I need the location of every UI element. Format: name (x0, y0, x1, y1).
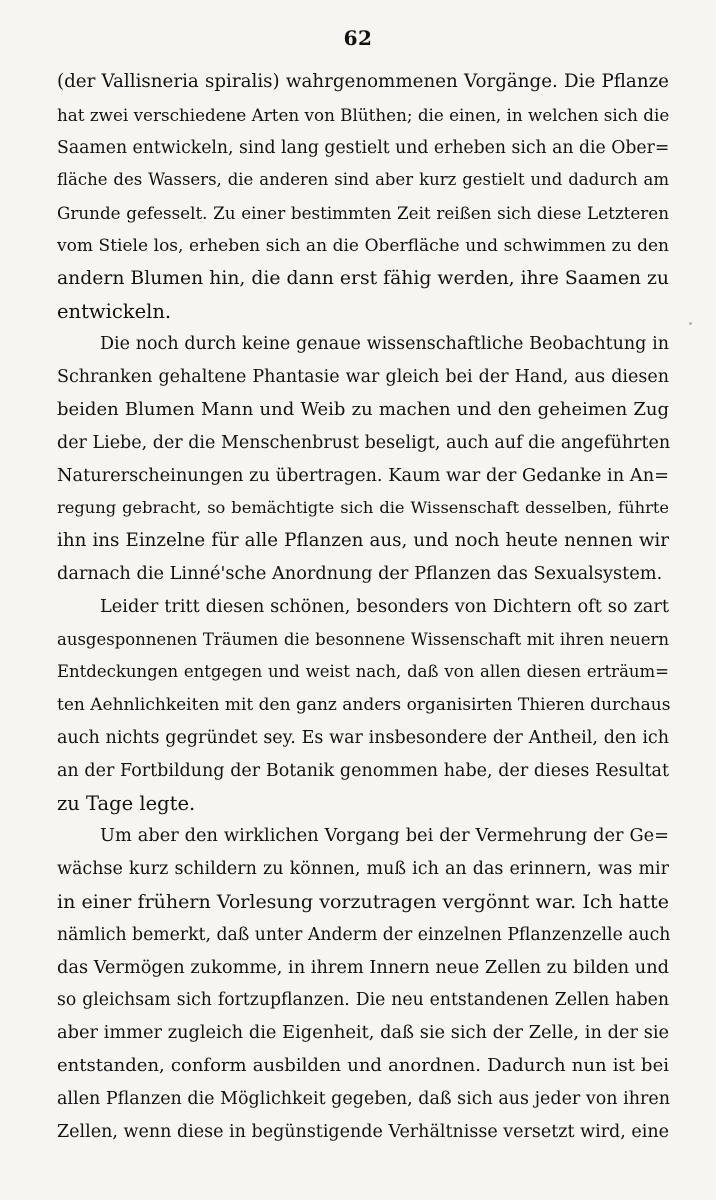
text-line: Um aber den wirklichen Vorgang bei der Vermehrung der Ge= (100, 826, 669, 847)
paragraph-4 (57, 820, 669, 1148)
text-line: Grunde gefesselt. Zu einer bestimmten Zeit reißen sich diese Letzteren (57, 203, 669, 224)
text-line: entstanden, conform ausbilden und anordnen. Dadurch nun ist bei (57, 1054, 669, 1076)
text-line: Leider tritt diesen schönen, besonders von Dichtern oft so zart (100, 596, 669, 617)
text-line: auch nichts gegründet sey. Es war insbesondere der Antheil, den ich (57, 727, 669, 748)
text-line: an der Fortbildung der Botanik genommen habe, der dieses Resultat (57, 760, 669, 781)
text-line: beiden Blumen Mann und Weib zu machen und den geheimen Zug (57, 398, 669, 420)
text-line: allen Pflanzen die Möglichkeit gegeben, daß sich aus jeder von ihren (57, 1088, 670, 1109)
text-line: so gleichsam sich fortzupflanzen. Die neu entstandenen Zellen haben (57, 990, 669, 1011)
page-number: 62 (343, 26, 373, 50)
text-line: Die noch durch keine genaue wissenschaftliche Beobachtung in (100, 334, 669, 355)
body-text (57, 66, 669, 1148)
text-line: ten Aehnlichkeiten mit den ganz anders organisirten Thieren durchaus (57, 695, 671, 716)
text-line: hat zwei verschiedene Arten von Blüthen; die einen, in welchen sich die (57, 104, 670, 125)
text-line: vom Stiele los, erheben sich an die Oberfläche und schwimmen zu den (57, 235, 669, 256)
text-line: darnach die Linné'sche Anordnung der Pflanzen das Sexualsystem. (57, 563, 663, 584)
text-line: wächse kurz schildern zu können, muß ich an das erinnern, was mir (57, 859, 669, 880)
text-line: Zellen, wenn diese in begünstigende Verhältnisse versetzt wird, eine (57, 1121, 669, 1142)
text-line: das Vermögen zukomme, in ihrem Innern neue Zellen zu bilden und (57, 957, 669, 978)
text-line: entwickeln. (57, 299, 172, 323)
text-line: regung gebracht, so bemächtigte sich die Wissenschaft desselben, führte (57, 498, 669, 518)
text-line: andern Blumen hin, die dann erst fähig werden, ihre Saamen zu (57, 267, 669, 289)
text-line: ihn ins Einzelne für alle Pflanzen aus, und noch heute nennen wir (57, 530, 669, 552)
text-line: fläche des Wassers, die anderen sind aber kurz gestielt und dadurch am (57, 170, 669, 190)
text-line: in einer frühern Vorlesung vorzutragen vergönnt war. Ich hatte (57, 890, 669, 913)
text-line: ausgesponnenen Träumen die besonnene Wissenschaft mit ihren neuern (57, 629, 669, 649)
paper-speck (689, 322, 692, 325)
text-line: Naturerscheinungen zu übertragen. Kaum war der Gedanke in An= (57, 465, 669, 486)
text-line: aber immer zugleich die Eigenheit, daß sie sich der Zelle, in der sie (57, 1023, 669, 1044)
text-line: nämlich bemerkt, daß unter Anderm der einzelnen Pflanzenzelle auch (57, 924, 671, 945)
text-line: Schranken gehaltene Phantasie war gleich bei der Hand, aus diesen (57, 367, 669, 388)
text-line: zu Tage legte. (57, 791, 196, 815)
text-line: (der Vallisneria spiralis) wahrgenommenen Vorgänge. Die Pflanze (57, 71, 669, 92)
text-line: Saamen entwickeln, sind lang gestielt und erheben sich an die Ober= (57, 137, 670, 158)
paragraph-3 (57, 591, 669, 821)
paragraph-2 (57, 328, 669, 590)
text-line: Entdeckungen entgegen und weist nach, daß von allen diesen erträum= (57, 662, 669, 682)
text-line: der Liebe, der die Menschenbrust beseligt, auch auf die angeführten (57, 432, 671, 453)
paragraph-1 (57, 66, 669, 328)
